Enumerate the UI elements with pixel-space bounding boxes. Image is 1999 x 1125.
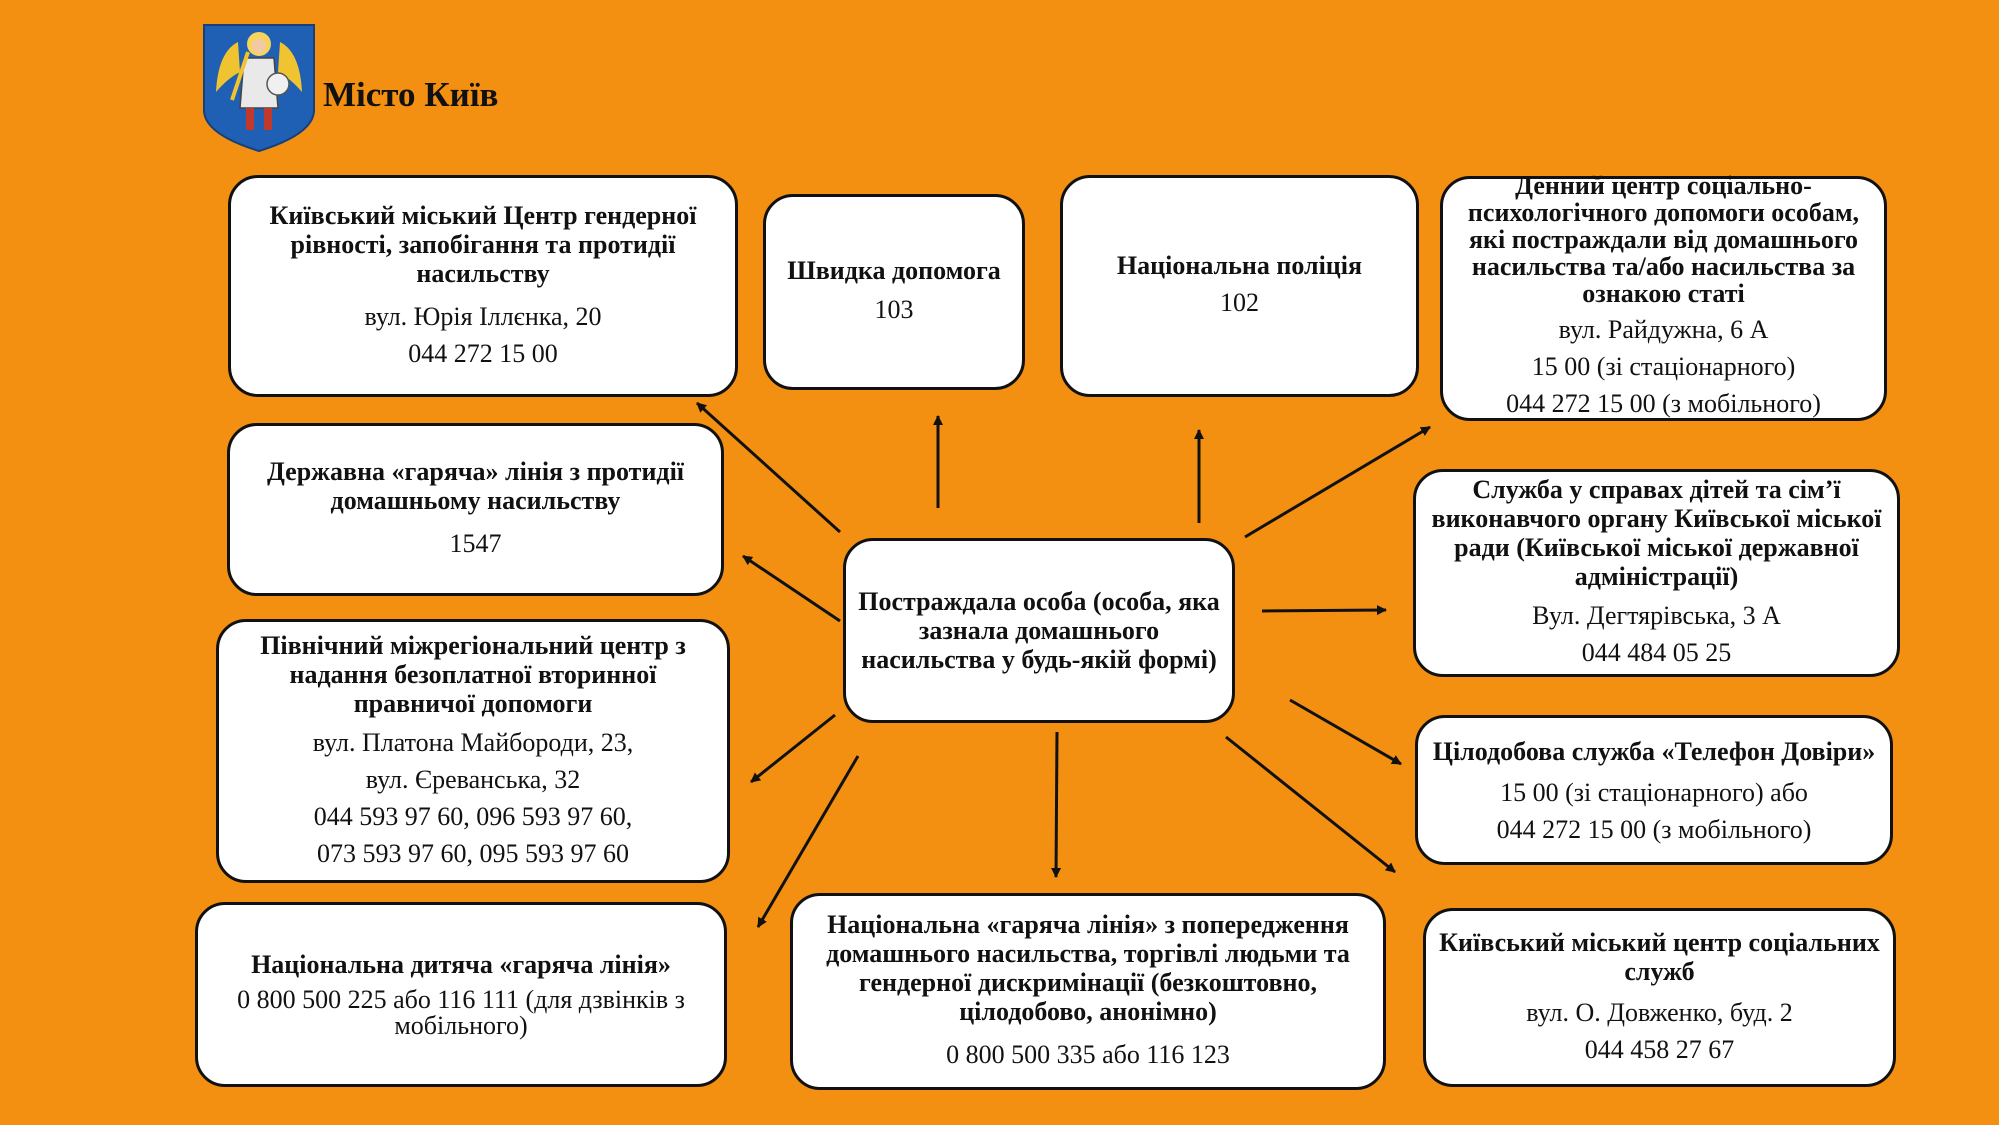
victim-center-title: Постраждала особа (особа, яка зазнала домашнього насильства у будь-якій формі) xyxy=(858,587,1220,674)
state-hotline-box xyxy=(227,423,724,596)
gender-center-box xyxy=(228,175,738,397)
police-phone: 102 xyxy=(1220,288,1259,317)
gender-center-address: вул. Юрія Іллєнка, 20 xyxy=(364,301,602,331)
day-center-address: вул. Райдужна, 6 А xyxy=(1558,314,1769,344)
day-center-phone-mobile: 044 272 15 00 (з мобільного) xyxy=(1506,388,1821,418)
arrow-to-social-services xyxy=(1226,737,1395,872)
trust-line-title: Цілодобова служба «Телефон Довіри» xyxy=(1432,736,1876,766)
police-title: Національна поліція xyxy=(1116,251,1363,280)
children-service-phone: 044 484 05 25 xyxy=(1581,638,1732,667)
legal-aid-box xyxy=(216,619,730,883)
police-box xyxy=(1060,175,1419,397)
trust-line-phone-landline: 15 00 (зі стаціонарного) або xyxy=(1500,777,1808,807)
state-hotline-title: Державна «гаряча» лінія з протидії домашньому насильству xyxy=(266,457,685,515)
ambulance-box xyxy=(763,194,1025,390)
legal-aid-address-1: вул. Платона Майбороди, 23, xyxy=(312,727,634,757)
day-center-title: Денний центр соціально-психологічного допомоги особам, які постраждали від домашнього насильства та/або насильства за ознакою статі xyxy=(1467,170,1860,308)
child-hotline-title: Національна дитяча «гаряча лінія» xyxy=(251,950,671,979)
national-hotline-phone: 0 800 500 335 або 116 123 xyxy=(946,1040,1230,1069)
trust-line-box xyxy=(1415,715,1893,865)
arrow-to-children-service xyxy=(1262,610,1386,611)
day-center-phone-landline: 15 00 (зі стаціонарного) xyxy=(1531,351,1796,381)
child-hotline-phone: 0 800 500 225 або 116 111 (для дзвінків з мобільного) xyxy=(237,985,685,1040)
arrow-to-legal-aid xyxy=(751,715,835,782)
ambulance-title: Швидка допомога xyxy=(787,256,1001,285)
legal-aid-title: Північний міжрегіональний центр з надання безоплатної вторинної правничої допомоги xyxy=(260,630,686,718)
legal-aid-address-2: вул. Єреванська, 32 xyxy=(365,764,581,794)
national-hotline-title: Національна «гаряча лінія» з попередження домашнього насильства, торгівлі людьми та гендерної дискримінації (безкоштовно, цілодобово, анонімно) xyxy=(826,910,1350,1026)
children-service-address: Вул. Дегтярівська, 3 А xyxy=(1532,601,1781,630)
national-hotline-box xyxy=(790,893,1386,1090)
arrow-to-day-center xyxy=(1245,427,1430,537)
state-hotline-phone: 1547 xyxy=(449,529,502,558)
arrow-to-state-hotline xyxy=(743,556,840,621)
legal-aid-phones-1: 044 593 97 60, 096 593 97 60, xyxy=(313,801,633,831)
legal-aid-phones-2: 073 593 97 60, 095 593 97 60 xyxy=(317,838,629,868)
day-center-box xyxy=(1440,170,1887,421)
city-title: Місто Київ xyxy=(323,75,499,114)
social-services-box xyxy=(1423,908,1896,1087)
social-services-phone: 044 458 27 67 xyxy=(1584,1034,1735,1064)
trust-line-phone-mobile: 044 272 15 00 (з мобільного) xyxy=(1496,814,1812,844)
social-services-title: Київський міський центр соціальних служб xyxy=(1439,927,1880,986)
arrow-to-trust-line xyxy=(1290,700,1401,764)
social-services-address: вул. О. Довженко, буд. 2 xyxy=(1526,997,1793,1027)
child-hotline-box xyxy=(195,902,727,1087)
children-service-box xyxy=(1413,469,1900,677)
children-service-title: Служба у справах дітей та сім’ї виконавчого органу Київської міської ради (Київської міської державної адміністрації) xyxy=(1431,475,1882,591)
gender-center-phone: 044 272 15 00 xyxy=(408,338,558,368)
ambulance-phone: 103 xyxy=(874,295,914,324)
victim-center-box xyxy=(843,538,1235,723)
gender-center-title: Київський міський Центр гендерної рівності, запобігання та протидії насильству xyxy=(269,200,697,288)
arrow-to-national-hotline xyxy=(1056,732,1057,877)
